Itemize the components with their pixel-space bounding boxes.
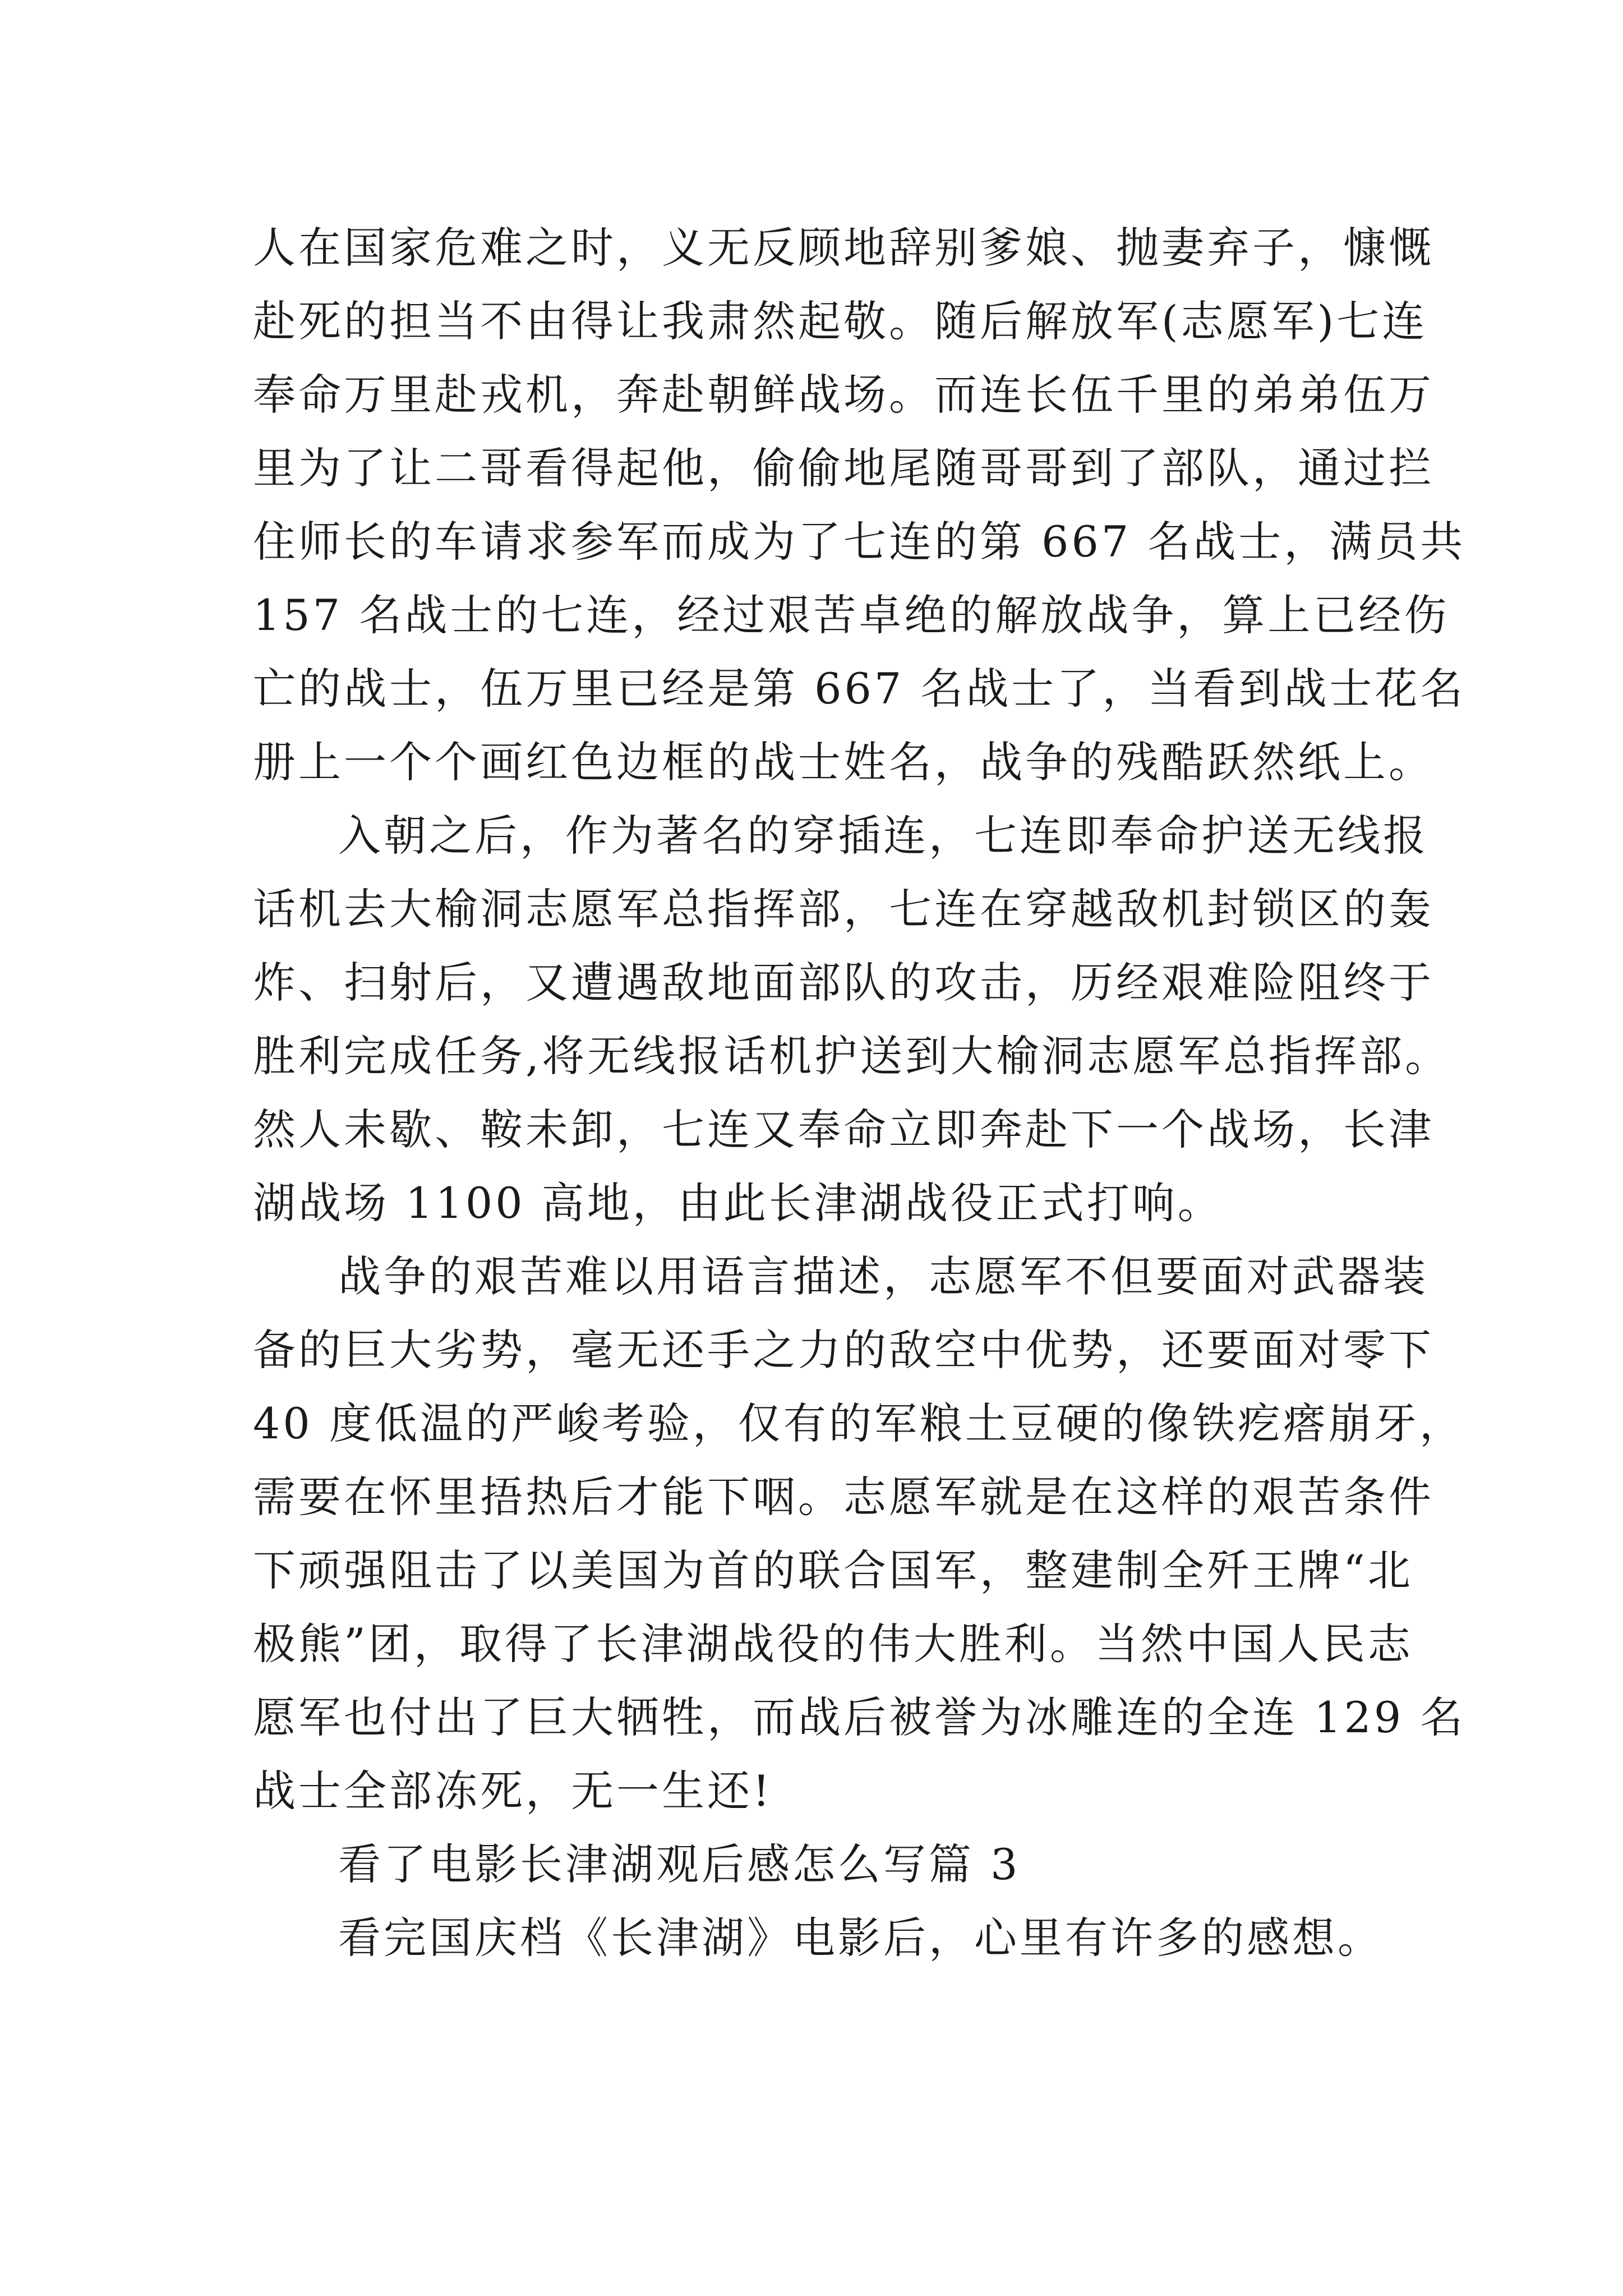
text-line: 愿军也付出了巨大牺牲，而战后被誉为冰雕连的全连 129 名 [253,1692,1466,1742]
text-line: 战争的艰苦难以用语言描述，志愿军不但要面对武器装 [338,1251,1428,1301]
text-line: 需要在怀里捂热后才能下咽。志愿军就是在这样的艰苦条件 [253,1472,1434,1522]
text-line: 亡的战士，伍万里已经是第 667 名战士了，当看到战士花名 [253,664,1466,714]
text-line: 下顽强阻击了以美国为首的联合国军，整建制全歼王牌“北 [253,1545,1413,1595]
text-line: 然人未歇、鞍未卸，七连又奉命立即奔赴下一个战场，长津 [253,1105,1434,1154]
text-line: 住师长的车请求参军而成为了七连的第 667 名战士，满员共 [253,517,1466,567]
text-line: 入朝之后，作为著名的穿插连，七连即奉命护送无线报 [338,811,1428,861]
text-line: 里为了让二哥看得起他，偷偷地尾随哥哥到了部队，通过拦 [253,443,1434,493]
paragraph-4 [253,1901,1383,1975]
text-line: 册上一个个画红色边框的战士姓名，战争的残酷跃然纸上。 [253,737,1434,787]
text-line: 人在国家危难之时，义无反顾地辞别爹娘、抛妻弃子，慷慨 [253,223,1434,273]
paragraph-2 [253,799,1451,1240]
heading-text: 看了电影长津湖观后感怎么写篇 3 [338,1839,1021,1889]
section-heading [253,1828,1380,1901]
paragraph-3 [253,1240,1466,1828]
text-line: 胜利完成任务,将无线报话机护送到大榆洞志愿军总指挥部。 [253,1031,1451,1081]
paragraph-1 [253,211,1466,799]
text-line: 话机去大榆洞志愿军总指挥部，七连在穿越敌机封锁区的轰 [253,884,1434,934]
document-body [253,211,1466,1975]
text-line: 赴死的担当不由得让我肃然起敬。随后解放军(志愿军)七连 [253,296,1428,346]
text-line: 极熊”团，取得了长津湖战役的伟大胜利。当然中国人民志 [253,1619,1413,1669]
text-line: 157 名战士的七连，经过艰苦卓绝的解放战争，算上已经伤 [253,590,1450,640]
text-line: 战士全部冻死，无一生还! [253,1766,773,1816]
text-line: 炸、扫射后，又遭遇敌地面部队的攻击，历经艰难险阻终于 [253,958,1434,1007]
text-line: 40 度低温的严峻考验，仅有的军粮土豆硬的像铁疙瘩崩牙， [253,1398,1465,1448]
text-line: 奉命万里赴戎机，奔赴朝鲜战场。而连长伍千里的弟弟伍万 [253,370,1434,420]
text-line: 备的巨大劣势，毫无还手之力的敌空中优势，还要面对零下 [253,1325,1434,1375]
text-line: 看完国庆档《长津湖》电影后，心里有许多的感想。 [338,1913,1383,1963]
text-line: 湖战场 1100 高地，由此长津湖战役正式打响。 [253,1178,1223,1228]
